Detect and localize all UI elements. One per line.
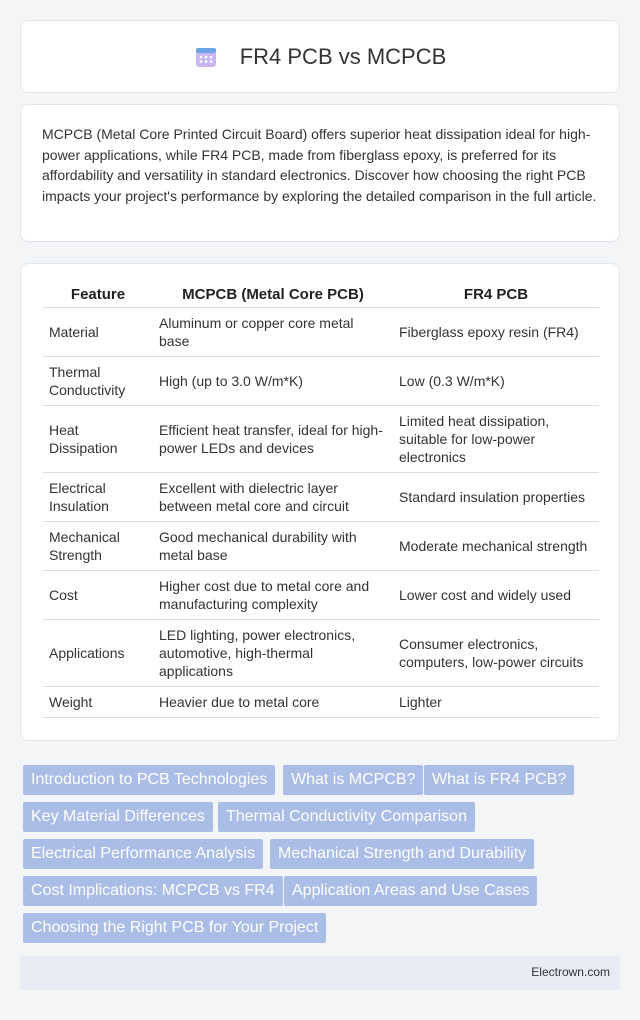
tag-link[interactable]: Cost Implications: MCPCB vs FR4 [23,876,283,906]
tag-link[interactable]: Electrical Performance Analysis [23,839,263,869]
table-cell: Moderate mechanical strength [393,522,599,571]
table-cell: Aluminum or copper core metal base [153,308,393,357]
table-cell: Efficient heat transfer, ideal for high-power LEDs and devices [153,406,393,473]
table-cell: Heat Dissipation [43,406,153,473]
table-cell: Excellent with dielectric layer between metal core and circuit [153,473,393,522]
comparison-table [43,282,599,718]
table-cell: Lighter [393,687,599,718]
table-cell: Heavier due to metal core [153,687,393,718]
table-row [43,473,599,522]
table-header-row [43,282,599,308]
column-header-mcpcb: MCPCB (Metal Core PCB) [153,282,393,308]
table-row [43,308,599,357]
table-row [43,620,599,687]
intro-card [20,104,620,242]
calendar-icon [194,45,218,69]
title-card [20,20,620,93]
tag-link[interactable]: Key Material Differences [23,802,213,832]
table-cell: Material [43,308,153,357]
column-header-fr4: FR4 PCB [393,282,599,308]
table-cell: LED lighting, power electronics, automotive, high-thermal applications [153,620,393,687]
tag-link[interactable]: Application Areas and Use Cases [284,876,537,906]
table-cell: Lower cost and widely used [393,571,599,620]
table-cell: Limited heat dissipation, suitable for low-power electronics [393,406,599,473]
table-cell: Low (0.3 W/m*K) [393,357,599,406]
table-row [43,571,599,620]
tag-link[interactable]: Thermal Conductivity Comparison [218,802,475,832]
footer [20,956,620,990]
table-cell: Higher cost due to metal core and manufacturing complexity [153,571,393,620]
table-row [43,687,599,718]
table-cell: Thermal Conductivity [43,357,153,406]
tag-link[interactable]: What is MCPCB? [283,765,423,795]
table-cell: Consumer electronics, computers, low-power circuits [393,620,599,687]
table-cell: High (up to 3.0 W/m*K) [153,357,393,406]
table-cell: Weight [43,687,153,718]
table-cell: Applications [43,620,153,687]
column-header-feature: Feature [43,282,153,308]
comparison-card [20,263,620,741]
table-row [43,357,599,406]
footer-site-name[interactable]: Electrown.com [531,965,610,979]
table-cell: Standard insulation properties [393,473,599,522]
table-cell: Mechanical Strength [43,522,153,571]
page-title: FR4 PCB vs MCPCB [239,43,447,69]
table-cell: Fiberglass epoxy resin (FR4) [393,308,599,357]
table-cell: Cost [43,571,153,620]
tag-link[interactable]: Introduction to PCB Technologies [23,765,275,795]
intro-paragraph: MCPCB (Metal Core Printed Circuit Board) offers superior heat dissipation ideal for high-power applications, while FR4 PCB, made from fiberglass epoxy, is preferred for its affordability and versatility in standard electronics. Discover how choosing the right PCB impacts your project's performance by exploring the detailed comparison in the full article. [42,126,597,204]
table-cell: Electrical Insulation [43,473,153,522]
table-row [43,522,599,571]
tag-link[interactable]: Choosing the Right PCB for Your Project [23,913,326,943]
tag-link[interactable]: Mechanical Strength and Durability [270,839,534,869]
table-cell: Good mechanical durability with metal base [153,522,393,571]
table-row [43,406,599,473]
tag-link[interactable]: What is FR4 PCB? [424,765,574,795]
